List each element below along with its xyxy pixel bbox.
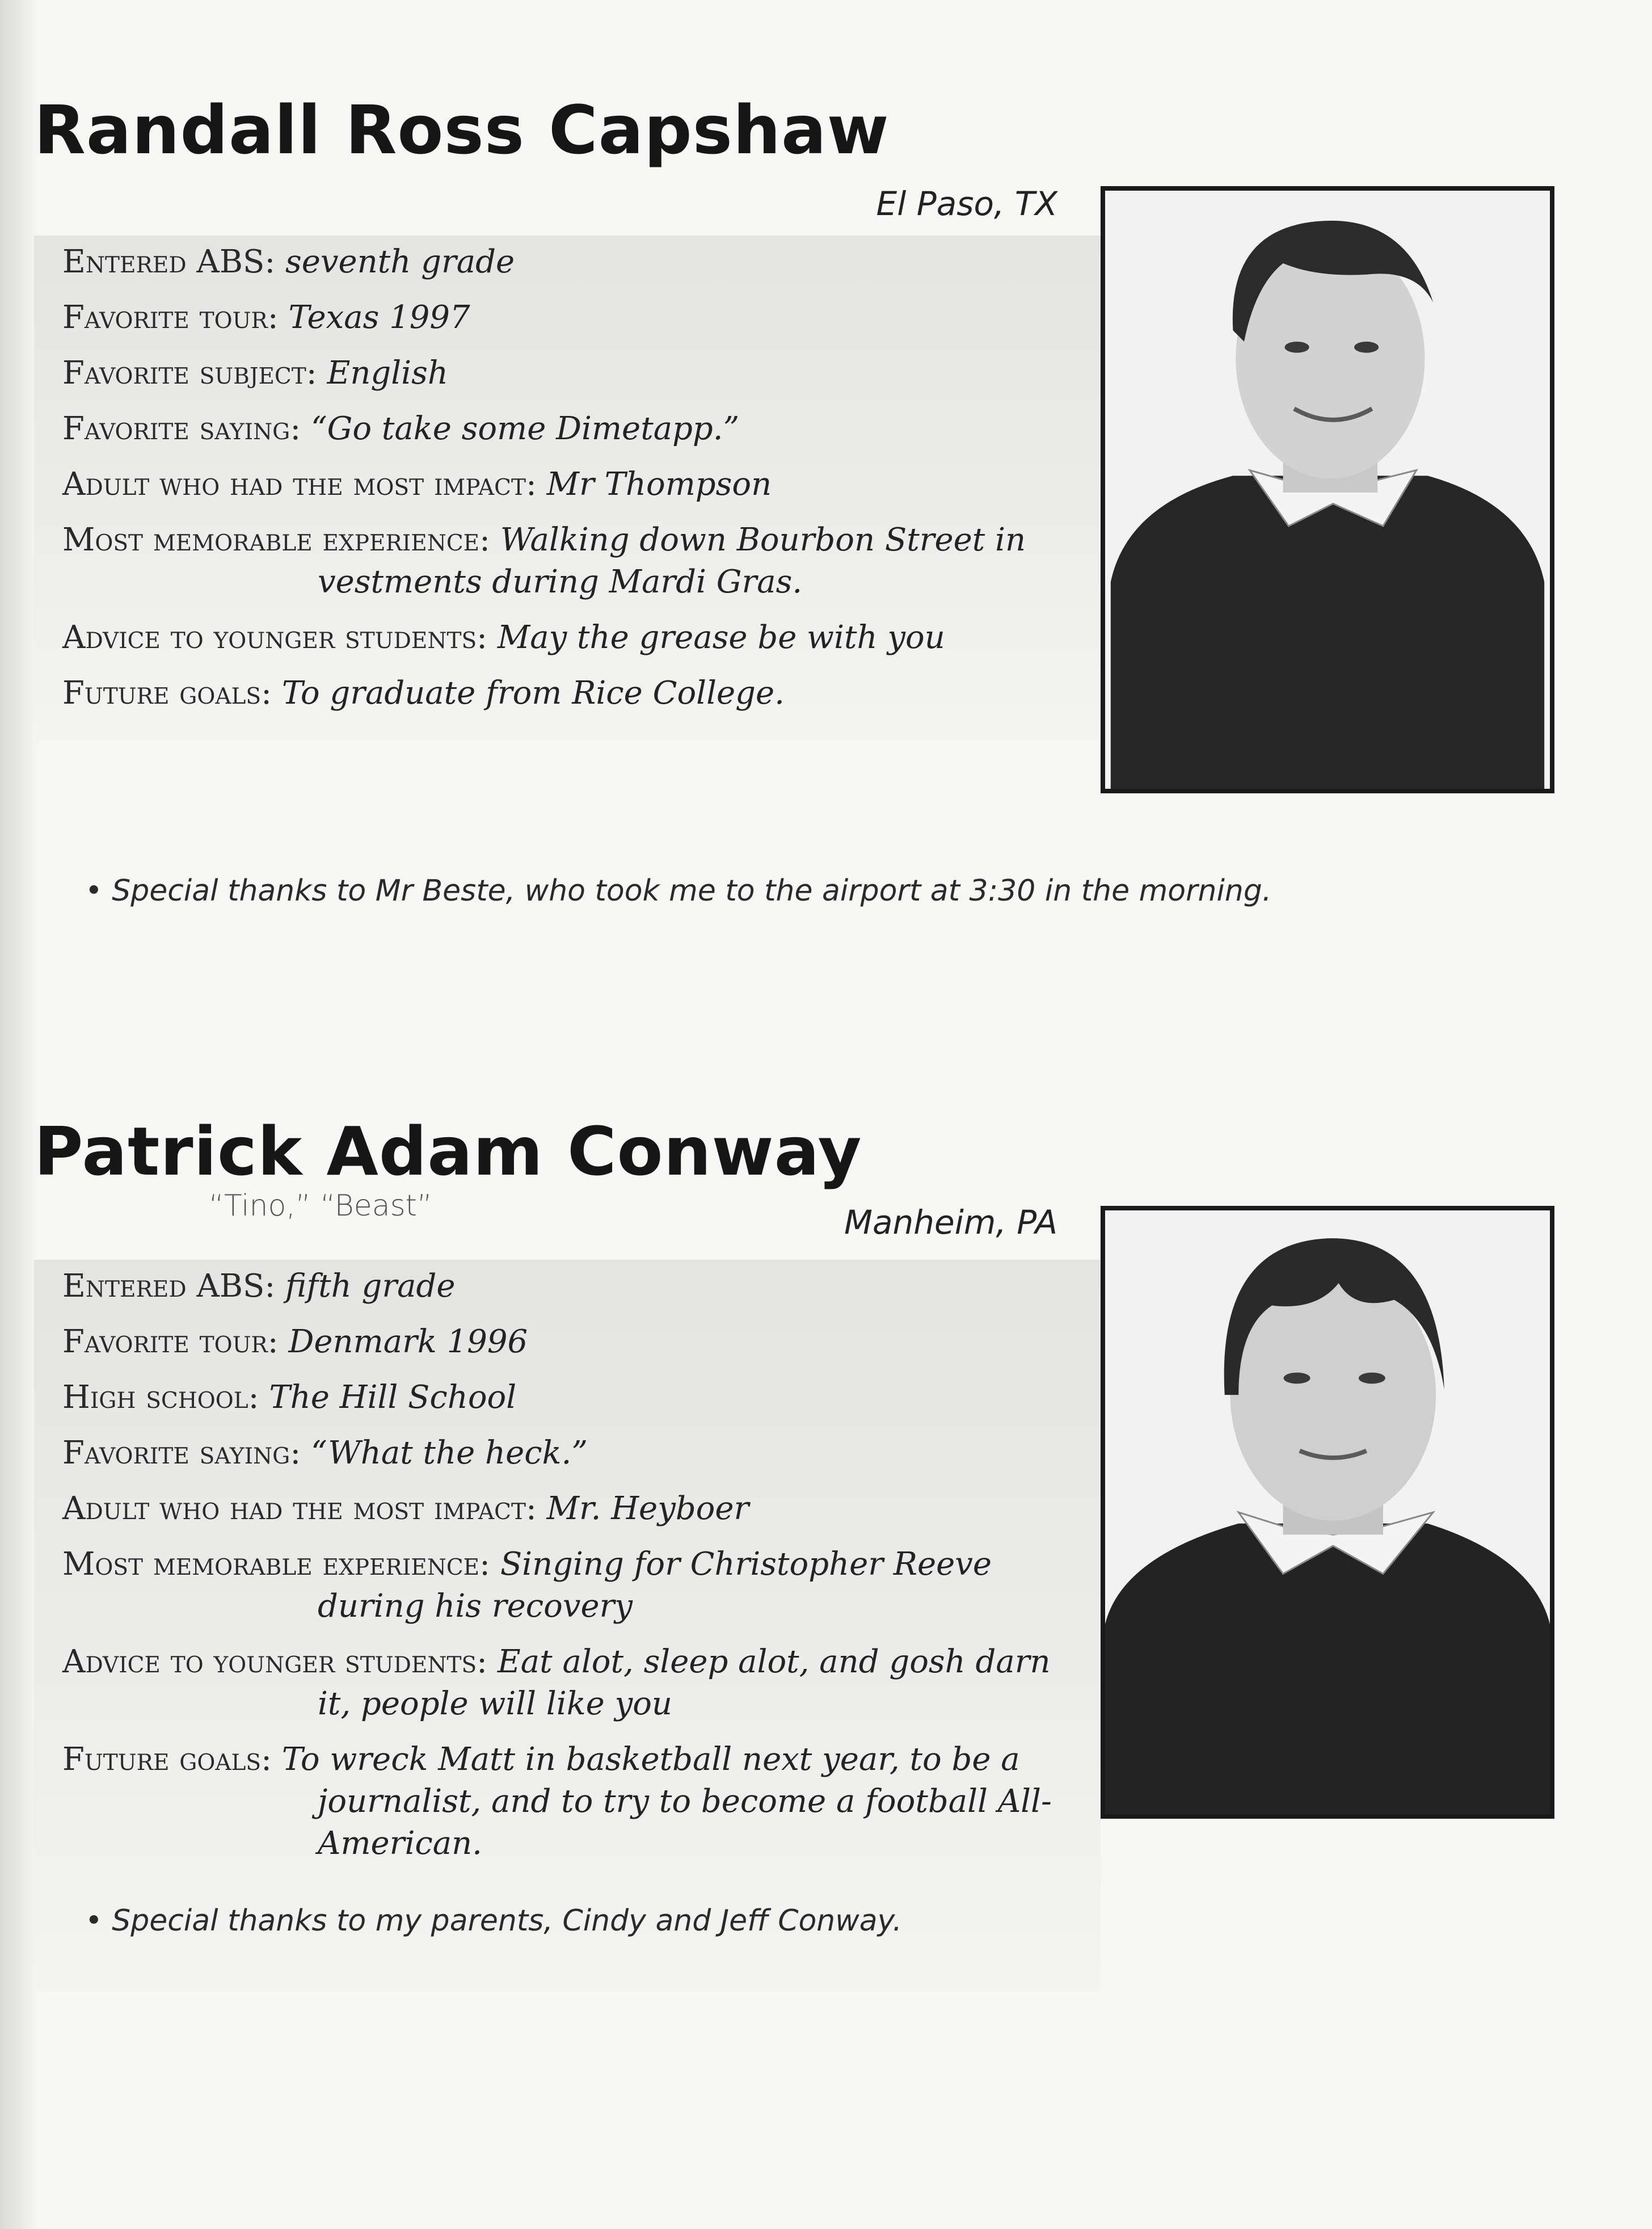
fact-favorite-tour: Favorite tour: Texas 1997 [62, 299, 470, 336]
special-thanks: • Special thanks to Mr Beste, who took me to the airport at 3:30 in the morning. [85, 874, 1272, 908]
fact-favorite-subject: Favorite subject: English [62, 355, 448, 392]
fact-adult-impact: Adult who had the most impact: Mr Thompson [62, 466, 772, 503]
special-thanks: • Special thanks to my parents, Cindy and Jeff Conway. [85, 1904, 902, 1938]
student-photo [1101, 1206, 1554, 1819]
fact-high-school: High school: The Hill School [62, 1379, 517, 1416]
fact-favorite-tour: Favorite tour: Denmark 1996 [62, 1323, 528, 1360]
fact-favorite-saying: Favorite saying: “What the heck.” [62, 1435, 588, 1471]
student-photo [1101, 186, 1554, 793]
fact-favorite-saying: Favorite saying: “Go take some Dimetapp.” [62, 410, 740, 447]
hometown: Manheim, PA [844, 1203, 1057, 1242]
fact-list [62, 241, 1061, 728]
hometown: El Paso, TX [876, 184, 1057, 223]
student-name: Randall Ross Capshaw [34, 91, 890, 169]
fact-memorable-experience: Most memorable experience: Singing for Christopher Reeve during his recovery [62, 1546, 992, 1625]
fact-memorable-experience: Most memorable experience: Walking down Bourbon Street in vestments during Mardi Gras. [62, 521, 1026, 600]
student-name: Patrick Adam Conway [34, 1112, 862, 1191]
fact-advice: Advice to younger students: Eat alot, sleep alot, and gosh darn it, people will like you [62, 1643, 1051, 1722]
fact-future-goals: Future goals: To graduate from Rice College. [62, 675, 785, 712]
fact-entered: Entered ABS: seventh grade [62, 243, 515, 280]
fact-advice: Advice to younger students: May the grease be with you [62, 619, 945, 656]
fact-adult-impact: Adult who had the most impact: Mr. Heyboer [62, 1490, 749, 1527]
nickname: “Tino,” “Beast” [209, 1189, 432, 1223]
fact-list [62, 1265, 1061, 1878]
fact-entered: Entered ABS: fifth grade [62, 1268, 456, 1305]
portrait-image [1105, 1210, 1550, 1814]
fact-future-goals: Future goals: To wreck Matt in basketball next year, to be a journalist, and to try to become a football All-American. [62, 1741, 1052, 1862]
portrait-image [1105, 191, 1550, 789]
